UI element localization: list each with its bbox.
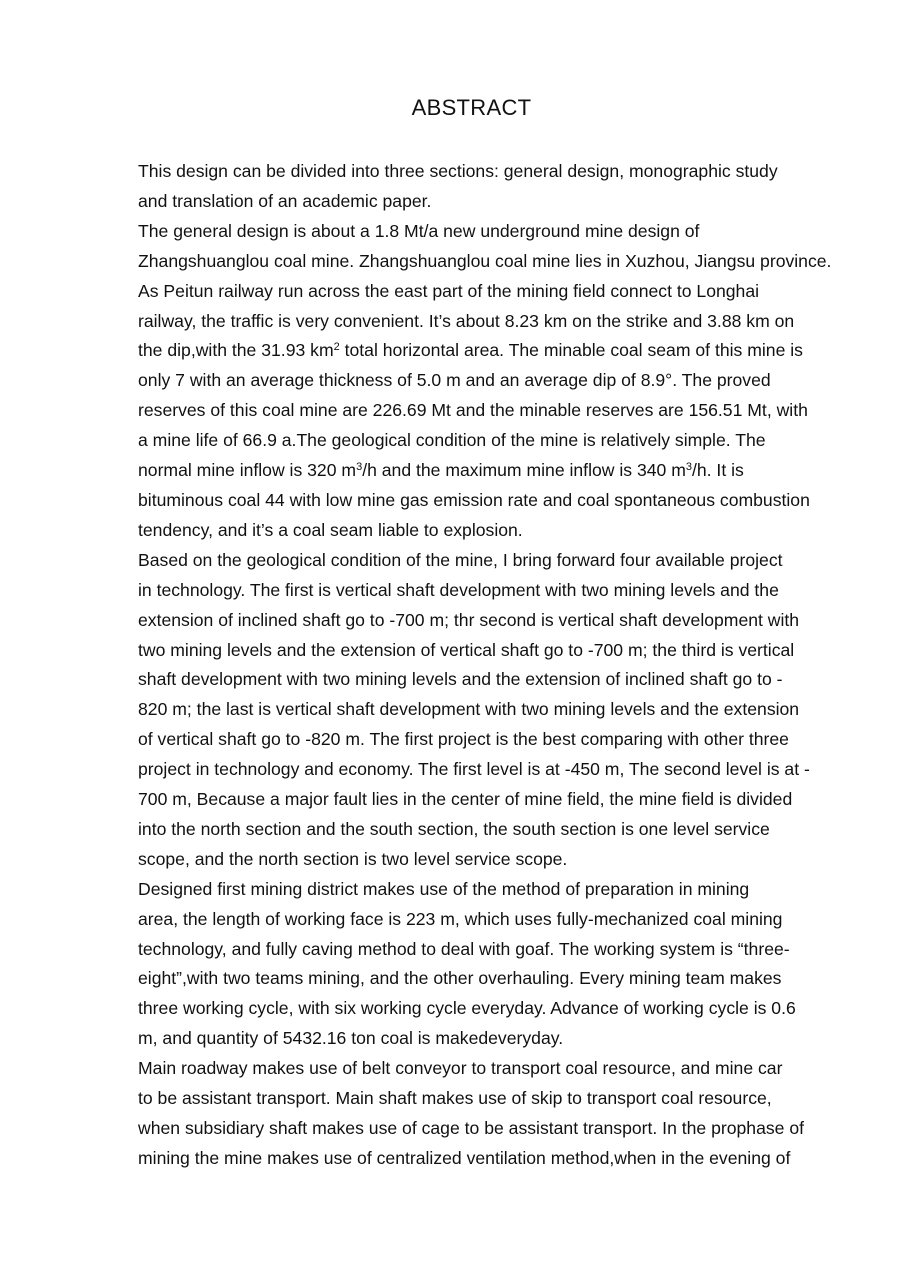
text-line: tendency, and it’s a coal seam liable to explosion. [138, 519, 523, 540]
text-line: 820 m; the last is vertical shaft development with two mining levels and the extension [138, 699, 800, 720]
text-line: the dip,with the 31.93 $km^2$ total horizontal area. The minable coal seam of this mine is [138, 340, 803, 361]
text-line: in technology. The first is vertical shaft development with two mining levels and the [138, 579, 779, 600]
text-line: 700 m, Because a major fault lies in the center of mine field, the mine field is divided [138, 789, 793, 810]
text-line: shaft development with two mining levels and the extension of inclined shaft go to - [138, 669, 783, 690]
text-line: only 7 with an average thickness of 5.0 m and an average dip of 8.9°. The proved [138, 370, 771, 391]
text-line: mining the mine makes use of centralized ventilation method,when in the evening of [138, 1147, 791, 1168]
text-line: The general design is about a 1.8 Mt/a new underground mine design of [138, 220, 700, 241]
text-line: into the north section and the south section, the south section is one level service [138, 818, 770, 839]
text-line: extension of inclined shaft go to -700 m; thr second is vertical shaft development with [138, 609, 800, 630]
text-line: a mine life of 66.9 a.The geological condition of the mine is relatively simple. The [138, 430, 766, 451]
text-line: when subsidiary shaft makes use of cage to be assistant transport. In the prophase of [138, 1118, 805, 1138]
text-line: of vertical shaft go to -820 m. The first project is the best comparing with other three [138, 729, 789, 750]
paragraph-2 [118, 217, 832, 546]
text-line: bituminous coal 44 with low mine gas emission rate and coal spontaneous combustion [138, 489, 810, 510]
text-line: railway, the traffic is very convenient. It’s about 8.23 km on the strike and 3.88 km on [138, 310, 795, 331]
text-line: to be assistant transport. Main shaft makes use of skip to transport coal resource, [138, 1088, 772, 1109]
superscript: 2 [333, 341, 340, 354]
text-line: three working cycle, with six working cycle everyday. Advance of working cycle is 0.6 [138, 998, 796, 1019]
text-line: eight”,with two teams mining, and the other overhauling. Every mining team makes [138, 968, 782, 989]
superscript: 3 [685, 461, 692, 474]
text-line: m, and quantity of 5432.16 ton coal is makedeveryday. [138, 1028, 564, 1049]
text-line: reserves of this coal mine are 226.69 Mt and the minable reserves are 156.51 Mt, with [138, 400, 808, 421]
text-line: Designed first mining district makes use of the method of preparation in mining [138, 878, 750, 899]
page-title: ABSTRACT [411, 95, 532, 120]
text-line: and translation of an academic paper. [138, 190, 432, 211]
superscript: 3 [356, 461, 363, 474]
text-line: Based on the geological condition of the mine, I bring forward four available project [138, 549, 783, 570]
text-line: Main roadway makes use of belt conveyor to transport coal resource, and mine car [138, 1058, 783, 1079]
text-line: project in technology and economy. The first level is at -450 m, The second level is at - [138, 759, 810, 780]
paragraph-4 [118, 875, 828, 1054]
abstract-body [118, 157, 832, 1174]
text-line: two mining levels and the extension of vertical shaft go to -700 m; the third is vertical [138, 639, 795, 660]
paragraph-3 [118, 546, 828, 875]
text-line: As Peitun railway run across the east part of the mining field connect to Longhai [138, 280, 760, 301]
text-line: scope, and the north section is two level service scope. [138, 848, 568, 869]
text-line: area, the length of working face is 223 m, which uses fully-mechanized coal mining [138, 908, 783, 929]
paragraph-1 [118, 157, 828, 217]
paragraph-5 [118, 1054, 828, 1174]
text-line: normal mine inflow is 320 $m^3/h$ and the maximum mine inflow is 340 $m^3/h$. It is [138, 460, 744, 481]
text-line: Zhangshuanglou coal mine. Zhangshuanglou coal mine lies in Xuzhou, Jiangsu province. [138, 250, 832, 271]
text-line: This design can be divided into three sections: general design, monographic study [138, 161, 778, 181]
text-line: technology, and fully caving method to deal with goaf. The working system is “three- [138, 938, 790, 959]
